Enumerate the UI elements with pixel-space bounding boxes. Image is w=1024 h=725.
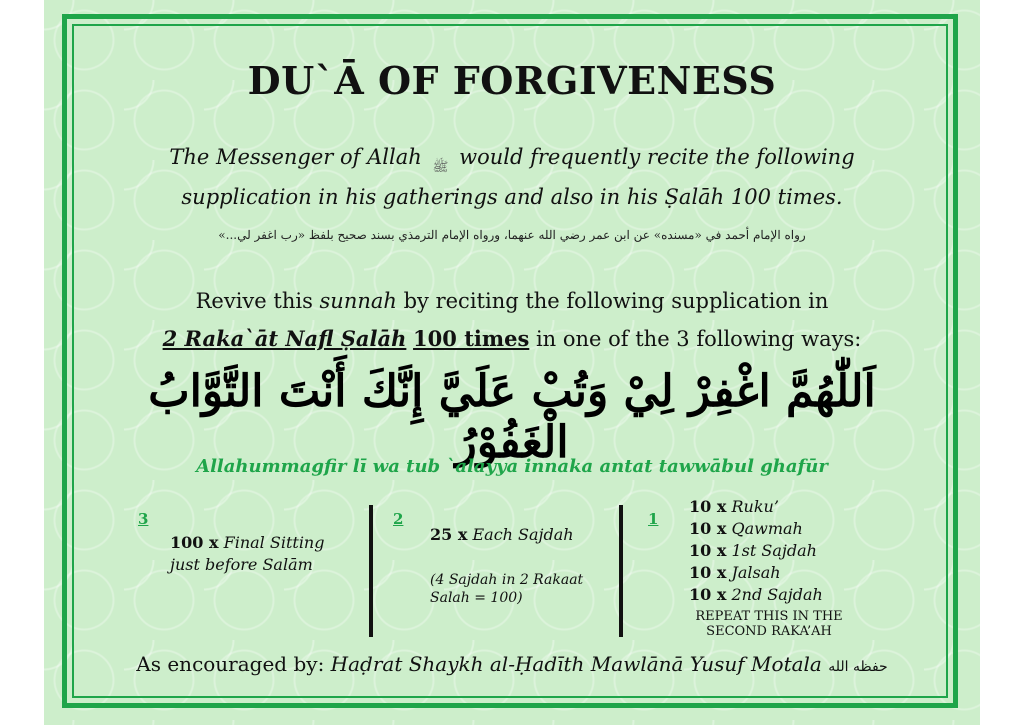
way-1-item [689, 496, 909, 518]
intro-part1: The Messenger of Allah [169, 145, 422, 169]
revive-text [104, 283, 920, 358]
revive-end: in one of the 3 following ways: [529, 327, 862, 351]
way-2-note1: (4 Sajdah in 2 Rakaat [430, 572, 584, 588]
revive-rakat: 2 Raka`āt Nafl Ṣalāh [162, 326, 407, 351]
way-1-list [689, 496, 909, 606]
intro-part2: would frequently recite the following [459, 145, 855, 169]
way-1-item [689, 518, 909, 540]
footer-attribution [104, 652, 920, 676]
way-1-item-text: 1st Sajdah [731, 541, 817, 560]
dua-arabic: اَللّٰهُمَّ اغْفِرْ لِيْ وَتُبْ عَلَيَّ إِنَّكَ أَنْتَ التَّوَّابُ الْغَفُوْرُ [148, 366, 876, 468]
way-2-text1: Each Sajdah [472, 525, 574, 544]
revive-pre: Revive this [195, 289, 320, 313]
way-1-item-count: 10 x [689, 497, 727, 516]
way-1-item-text: Qawmah [731, 519, 803, 538]
repeat-line2: SECOND RAKA’AH [706, 624, 832, 639]
way-1-item-count: 10 x [689, 563, 727, 582]
way-2-note2: Salah = 100) [430, 590, 523, 606]
way-1-item-count: 10 x [689, 541, 727, 560]
way-1-item-count: 10 x [689, 585, 727, 604]
transliteration: Allahummagfir lī wa tub `alayya innaka antat tawwābul ghafūr [196, 456, 828, 477]
poster [44, 0, 980, 725]
revive-times: 100 times [413, 326, 530, 351]
way-2-count: 25 x [430, 525, 468, 544]
way-3-text1: Final Sitting [223, 533, 325, 552]
way-2-note [430, 571, 630, 607]
way-2-number: 2 [393, 510, 404, 528]
intro-line2: supplication in his gatherings and also in his Ṣalāh 100 times. [181, 185, 843, 209]
way-1-item-text: 2nd Sajdah [731, 585, 823, 604]
divider-left [369, 505, 373, 637]
divider-right [619, 505, 623, 637]
way-1-item [689, 540, 909, 562]
way-1-number: 1 [648, 510, 659, 528]
way-1-item [689, 562, 909, 584]
way-1-item-text: Jalsah [731, 563, 781, 582]
revive-post: by reciting the following supplication in [396, 289, 829, 313]
way-1-item [689, 584, 909, 606]
footer-name: Haḍrat Shaykh al-Ḥadīth Mawlānā Yusuf Motala [330, 652, 822, 676]
footer-pre: As encouraged by: [136, 652, 331, 676]
way-3-text2: just before Salām [170, 555, 313, 574]
salutation-icon: ﷺ [432, 159, 449, 175]
revive-sunnah: sunnah [319, 289, 397, 313]
way-2-text [430, 524, 630, 546]
way-3-text [170, 532, 380, 576]
way-3-count: 100 x [170, 533, 219, 552]
repeat-note [679, 609, 859, 639]
page-title: DU`Ā OF FORGIVENESS [247, 58, 777, 103]
footer-honor: حفظه الله [828, 659, 888, 675]
way-1-item-count: 10 x [689, 519, 727, 538]
repeat-line1: REPEAT THIS IN THE [695, 609, 843, 624]
arabic-reference: رواه الإمام أحمد في «مسنده» عن ابن عمر رضي الله عنهما، ورواه الإمام الترمذي بسند صحيح بلفظ «رب اغفر لي...» [218, 228, 806, 242]
way-1-item-text: Ruku’ [731, 497, 779, 516]
intro-text [124, 137, 900, 217]
way-3-number: 3 [138, 510, 149, 528]
